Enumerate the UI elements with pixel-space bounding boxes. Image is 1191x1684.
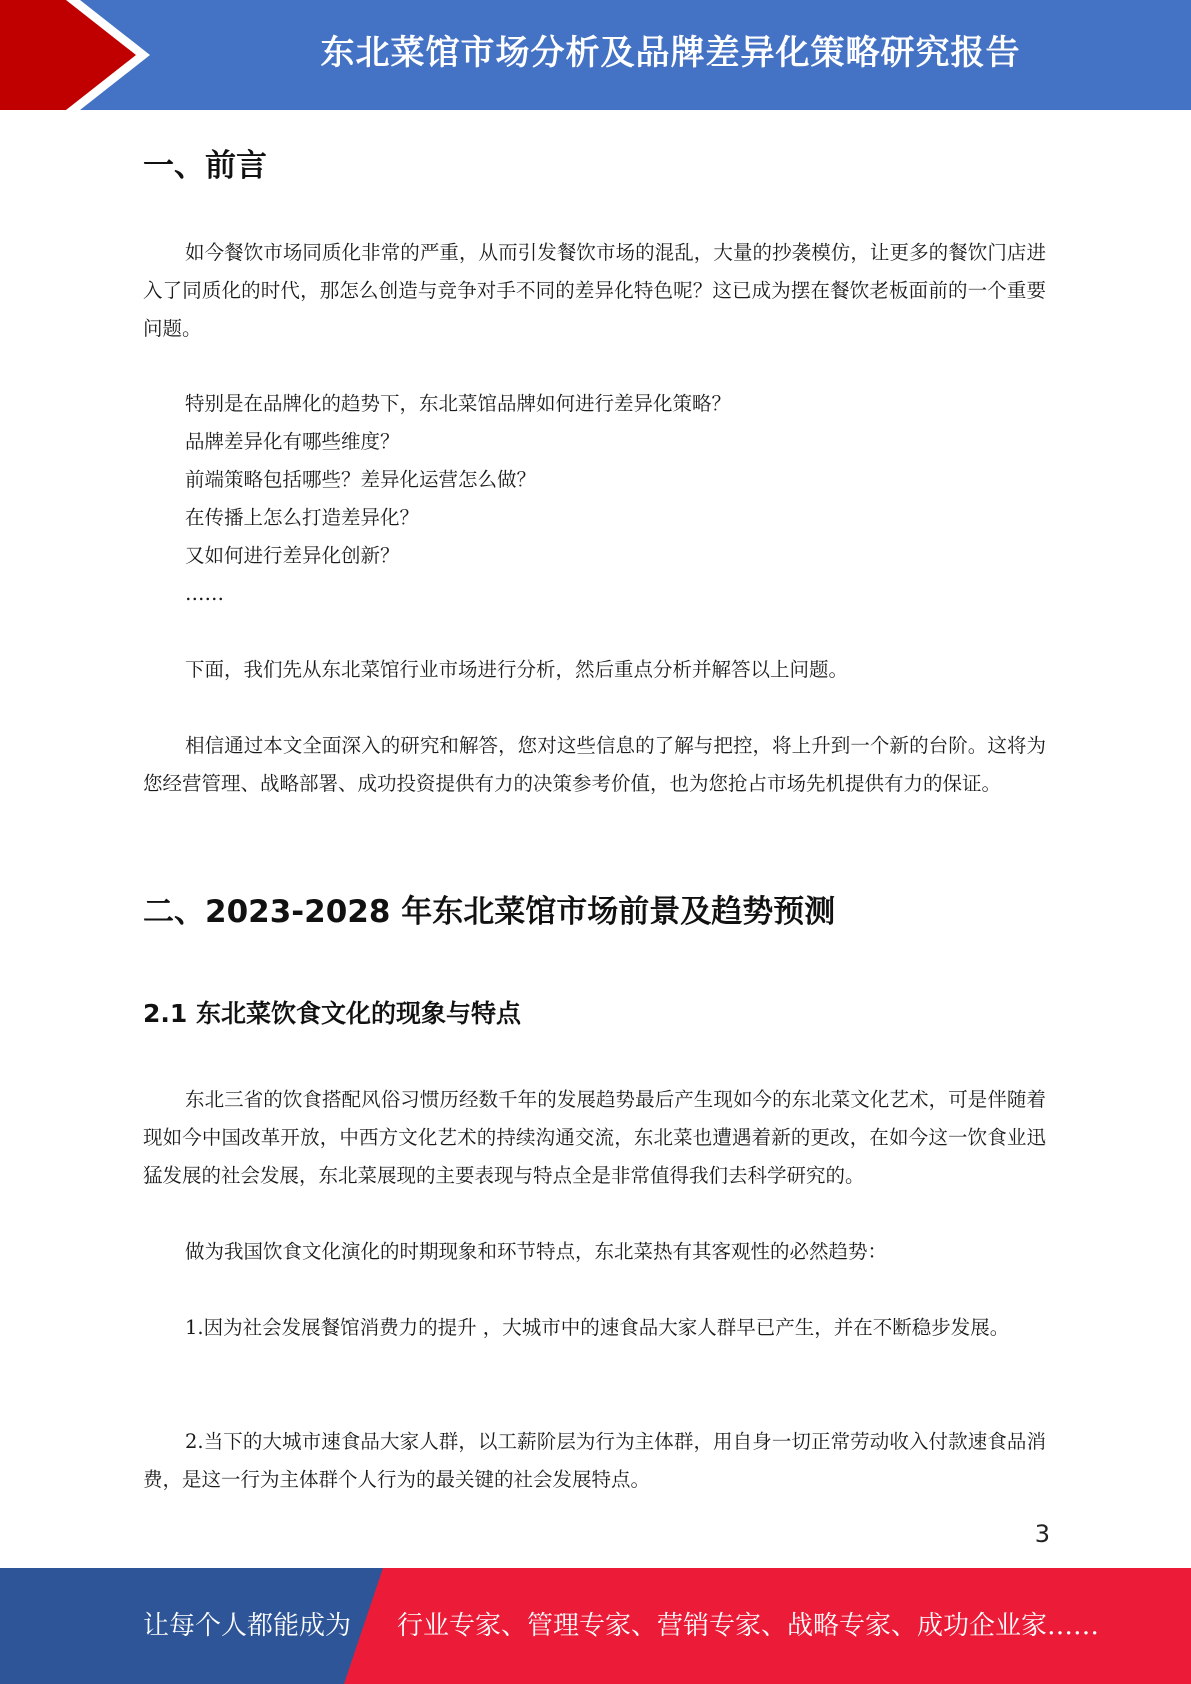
page-number: 3 [1034, 1520, 1050, 1548]
preface-paragraph-2: 下面，我们先从东北菜馆行业市场进行分析，然后重点分析并解答以上问题。 [185, 658, 849, 681]
question-item: 在传播上怎么打造差异化？ [185, 506, 420, 529]
culture-paragraph-1: 东北三省的饮食搭配风俗习惯历经数千年的发展趋势最后产生现如今的东北菜文化艺术，可是伴随着现如今中国改革开放，中西方文化艺术的持续沟通交流，东北菜也遭遇着新的更改，在如今这一饮食业迅猛发展的社会发展，东北菜展现的主要表现与特点全是非常值得我们去科学研究的。 [143, 1088, 1046, 1187]
header-banner [0, 0, 1191, 110]
footer-banner [0, 1568, 1191, 1684]
question-item: 特别是在品牌化的趋势下，东北菜馆品牌如何进行差异化策略？ [185, 392, 732, 415]
section-heading-preface: 一、前言 [143, 148, 267, 184]
preface-paragraph-1: 如今餐饮市场同质化非常的严重，从而引发餐饮市场的混乱，大量的抄袭模仿，让更多的餐饮门店进入了同质化的时代，那怎么创造与竞争对手不同的差异化特色呢？这已成为摆在餐饮老板面前的一个重要问题。 [143, 241, 1046, 340]
culture-paragraph-2: 做为我国饮食文化演化的时期现象和环节特点，东北菜热有其客观性的必然趋势： [185, 1240, 888, 1263]
report-title: 东北菜馆市场分析及品牌差异化策略研究报告 [320, 33, 1021, 73]
question-item: 前端策略包括哪些？差异化运营怎么做？ [185, 468, 537, 491]
culture-item-2: 2.当下的大城市速食品大家人群，以工薪阶层为行为主体群，用自身一切正常劳动收入付款速食品消费，是这一行为主体群个人行为的最关键的社会发展特点。 [143, 1430, 1046, 1491]
question-list [185, 385, 731, 613]
preface-paragraph-3: 相信通过本文全面深入的研究和解答，您对这些信息的了解与把控，将上升到一个新的台阶。这将为您经营管理、战略部署、成功投资提供有力的决策参考价值，也为您抢占市场先机提供有力的保证。 [143, 734, 1046, 795]
subsection-heading-2-1: 2.1 东北菜饮食文化的现象与特点 [143, 999, 521, 1028]
culture-item-1: 1.因为社会发展餐馆消费力的提升 ，大城市中的速食品大家人群早已产生，并在不断稳步发展。 [185, 1316, 1010, 1339]
footer-slogan-right: 行业专家、管理专家、营销专家、战略专家、成功企业家…… [397, 1611, 1100, 1641]
question-item: 又如何进行差异化创新？ [185, 544, 400, 567]
question-item: 品牌差异化有哪些维度？ [185, 430, 400, 453]
footer-slogan-left: 让每个人都能成为 [143, 1611, 352, 1641]
question-ellipsis: …… [185, 582, 224, 605]
section-heading-forecast: 二、2023-2028 年东北菜馆市场前景及趋势预测 [143, 894, 836, 930]
